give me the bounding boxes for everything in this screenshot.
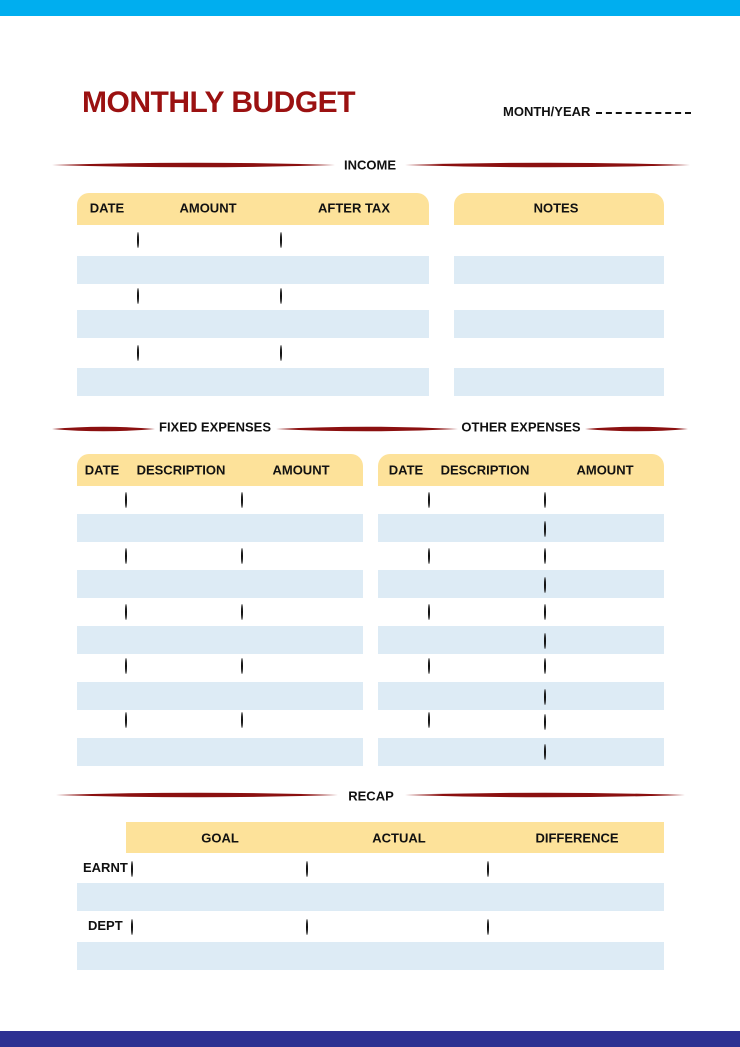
section-title-fixed-expenses: FIXED EXPENSES (159, 419, 271, 435)
column-separator-tick (487, 919, 489, 935)
column-separator-tick (544, 577, 546, 593)
column-separator-tick (487, 861, 489, 877)
fixed-row-band[interactable] (77, 738, 363, 766)
fixed-row-band[interactable] (77, 570, 363, 598)
column-separator-tick (428, 604, 430, 620)
income-row-band[interactable] (77, 310, 429, 338)
column-separator-tick (544, 658, 546, 674)
column-separator-tick (125, 604, 127, 620)
section-title-other-expenses: OTHER EXPENSES (461, 419, 581, 435)
section-title-recap: RECAP (348, 788, 394, 804)
column-separator-tick (131, 861, 133, 877)
column-separator-tick (280, 232, 282, 248)
column-separator-tick (125, 658, 127, 674)
recap-col-goal: GOAL (201, 830, 239, 846)
section-divider-swash (56, 793, 338, 798)
section-divider-swash (276, 427, 458, 432)
recap-col-difference: DIFFERENCE (535, 830, 619, 846)
column-separator-tick (125, 492, 127, 508)
column-separator-tick (428, 492, 430, 508)
income-col-amount: AMOUNT (179, 200, 237, 216)
column-separator-tick (428, 712, 430, 728)
column-separator-tick (131, 919, 133, 935)
other-row-band[interactable] (378, 738, 664, 766)
column-separator-tick (137, 232, 139, 248)
section-divider-swash (52, 163, 335, 168)
fixed-col-date: DATE (84, 462, 120, 478)
other-row-band[interactable] (378, 682, 664, 710)
column-separator-tick (137, 345, 139, 361)
column-separator-tick (544, 689, 546, 705)
column-separator-tick (428, 658, 430, 674)
recap-row-band[interactable] (77, 883, 664, 911)
income-col-after-tax: AFTER TAX (318, 200, 390, 216)
column-separator-tick (241, 712, 243, 728)
column-separator-tick (241, 548, 243, 564)
column-separator-tick (280, 345, 282, 361)
column-separator-tick (306, 919, 308, 935)
fixed-row-band[interactable] (77, 682, 363, 710)
section-divider-swash (585, 427, 688, 432)
recap-row-label-earnt: EARNT (83, 860, 128, 875)
column-separator-tick (544, 492, 546, 508)
column-separator-tick (280, 288, 282, 304)
income-row-band[interactable] (77, 368, 429, 396)
income-col-date: DATE (89, 200, 125, 216)
notes-row-band[interactable] (454, 368, 664, 396)
other-col-date: DATE (388, 462, 424, 478)
recap-row-band[interactable] (77, 942, 664, 970)
fixed-col-amount: AMOUNT (272, 462, 330, 478)
fixed-col-description: DESCRIPTION (136, 462, 226, 478)
other-col-description: DESCRIPTION (440, 462, 530, 478)
column-separator-tick (125, 548, 127, 564)
column-separator-tick (241, 604, 243, 620)
section-title-income: INCOME (344, 157, 396, 173)
column-separator-tick (544, 744, 546, 760)
notes-row-band[interactable] (454, 256, 664, 284)
section-divider-swash (405, 793, 685, 798)
recap-col-actual: ACTUAL (372, 830, 426, 846)
column-separator-tick (544, 521, 546, 537)
column-separator-tick (125, 712, 127, 728)
notes-col-notes: NOTES (533, 200, 579, 216)
page-title: MONTHLY BUDGET (82, 86, 356, 119)
other-row-band[interactable] (378, 514, 664, 542)
column-separator-tick (428, 548, 430, 564)
column-separator-tick (544, 714, 546, 730)
other-row-band[interactable] (378, 626, 664, 654)
fixed-row-band[interactable] (77, 514, 363, 542)
column-separator-tick (137, 288, 139, 304)
income-row-band[interactable] (77, 256, 429, 284)
column-separator-tick (544, 548, 546, 564)
notes-row-band[interactable] (454, 310, 664, 338)
fixed-row-band[interactable] (77, 626, 363, 654)
column-separator-tick (544, 633, 546, 649)
section-divider-swash (405, 163, 690, 168)
month-year-label: MONTH/YEAR (503, 104, 591, 119)
recap-row-label-dept: DEPT (88, 918, 123, 933)
other-col-amount: AMOUNT (576, 462, 634, 478)
column-separator-tick (241, 492, 243, 508)
column-separator-tick (306, 861, 308, 877)
other-row-band[interactable] (378, 570, 664, 598)
column-separator-tick (544, 604, 546, 620)
column-separator-tick (241, 658, 243, 674)
section-divider-swash (52, 427, 155, 432)
